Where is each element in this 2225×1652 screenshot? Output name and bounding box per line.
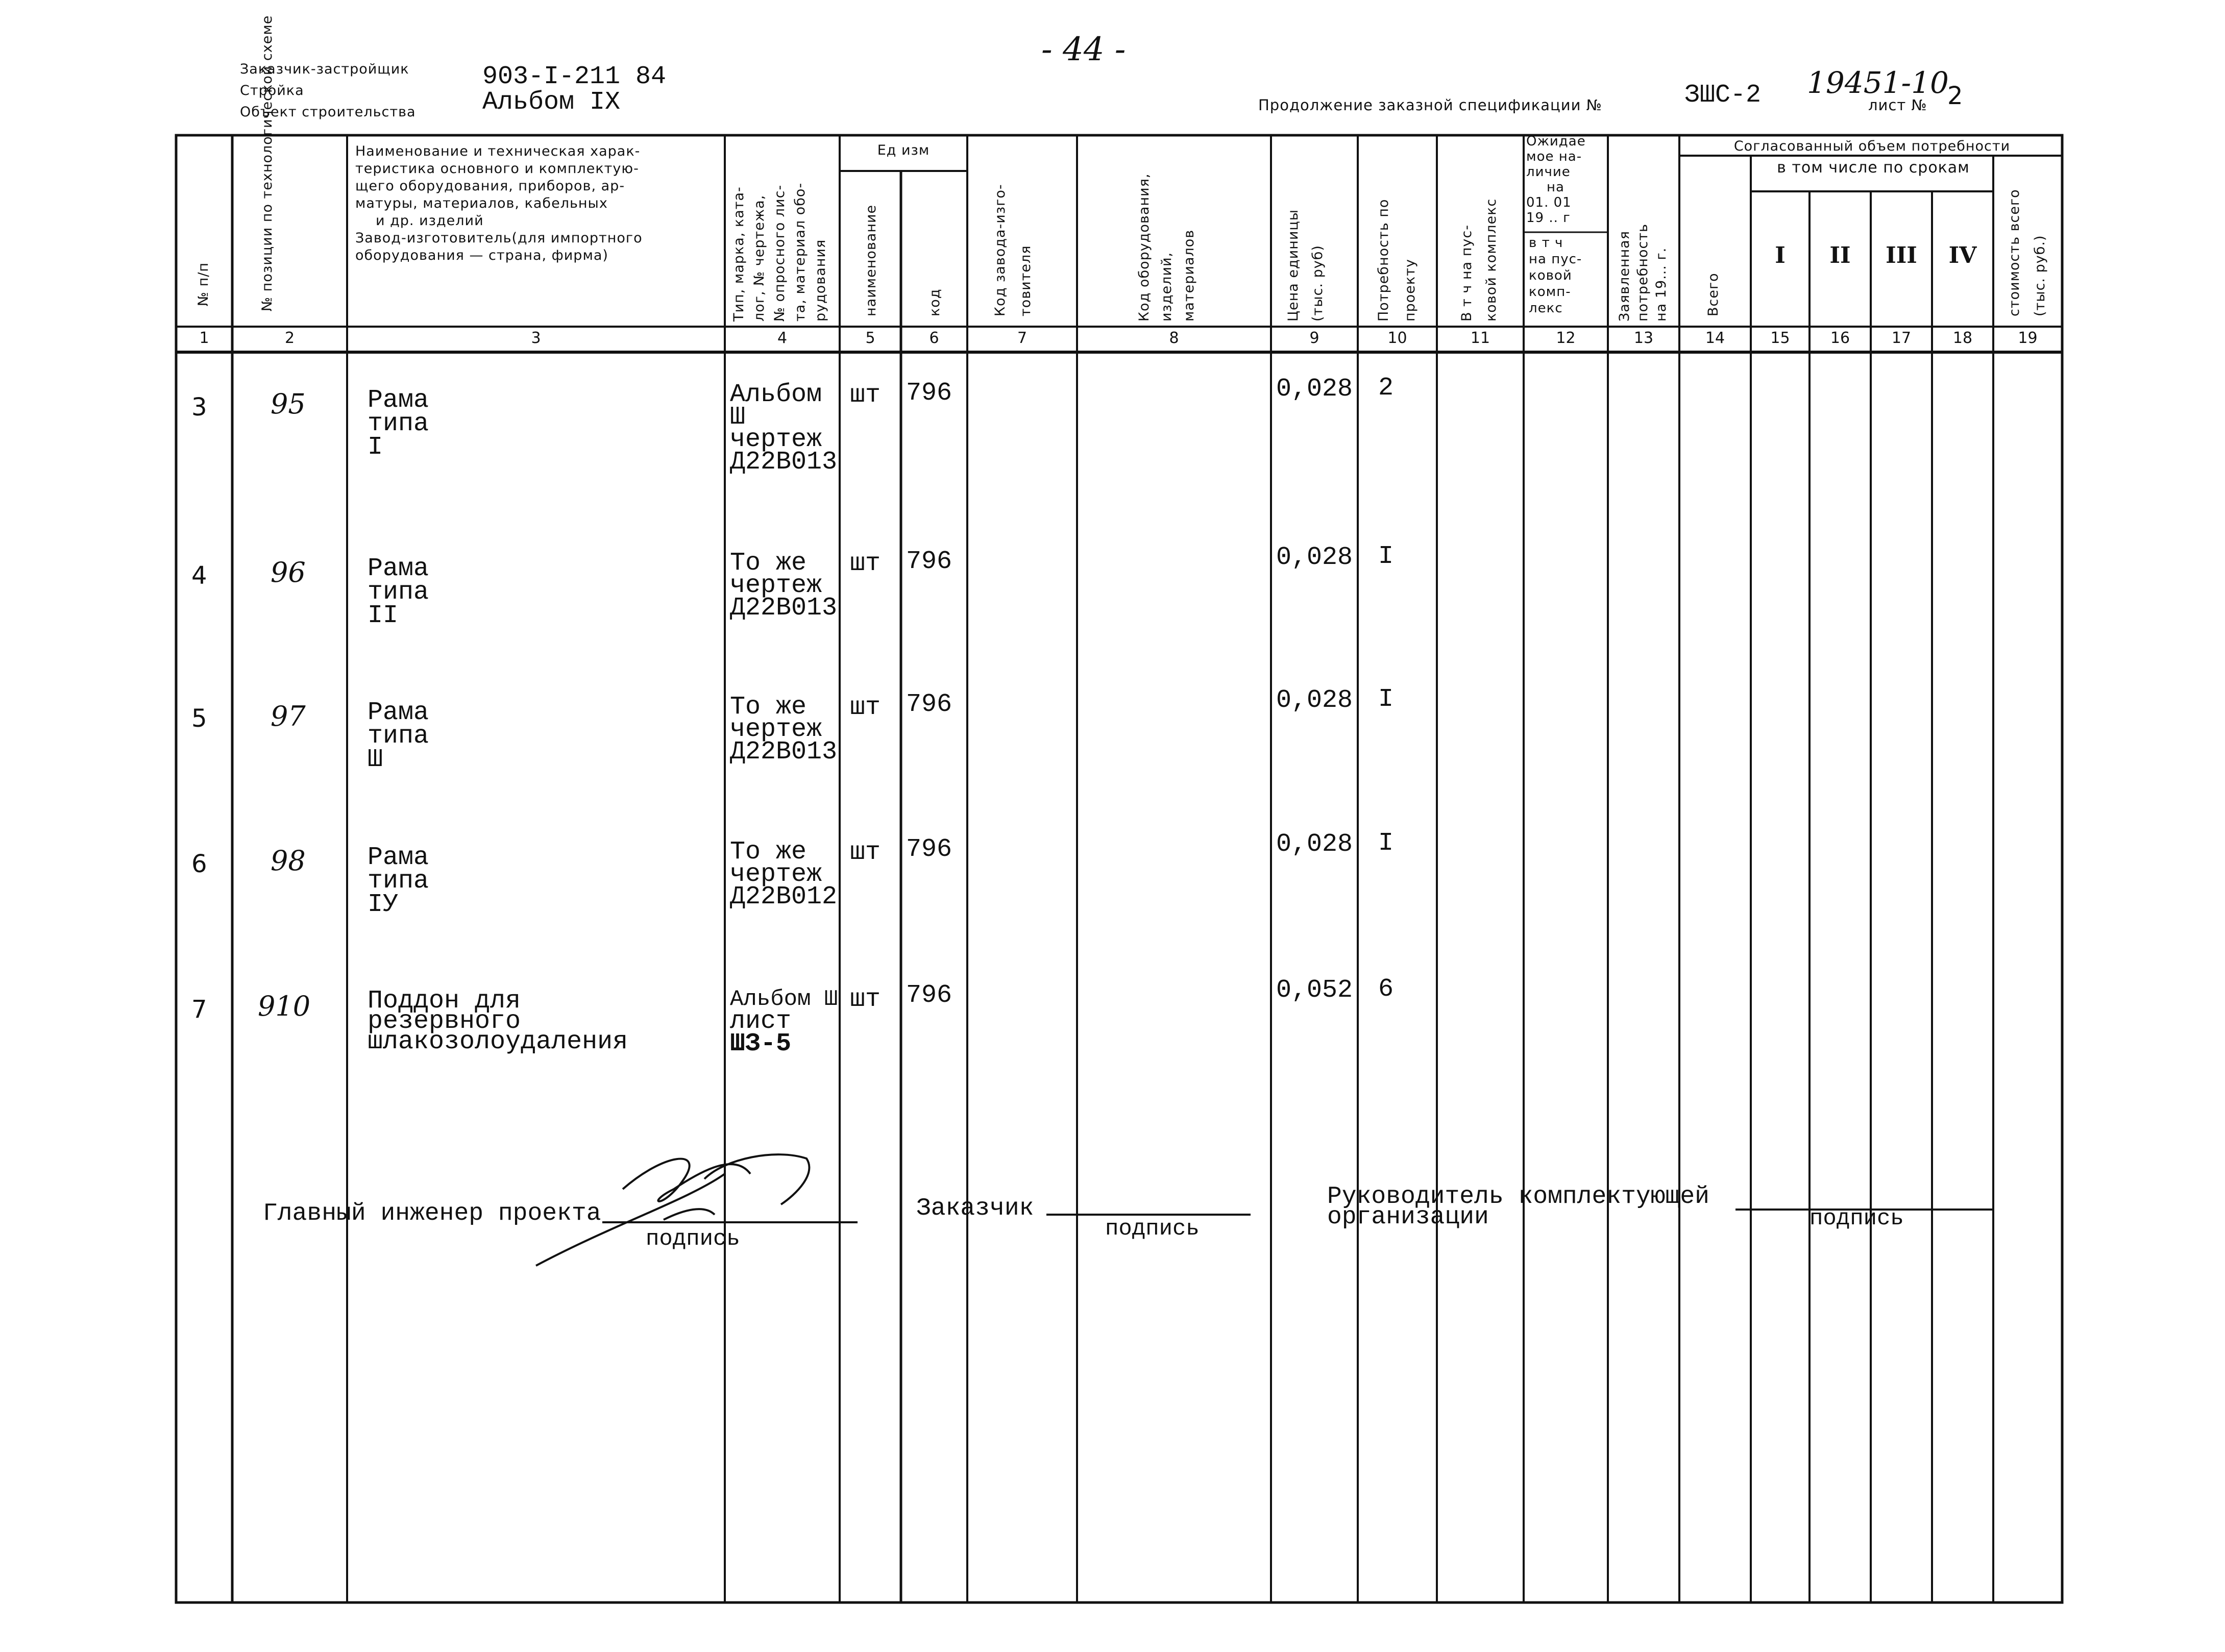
row-unit: шт: [850, 985, 881, 1014]
row-price: 0,028: [1276, 686, 1353, 715]
col12-top-header: [1526, 134, 1608, 226]
col12-bottom-line: комп-: [1529, 284, 1571, 300]
col2-header: № позиции по технологической схеме: [259, 15, 275, 311]
row-unit: шт: [850, 549, 881, 578]
colnum: 12: [1556, 329, 1576, 347]
type-line: То же: [730, 549, 807, 578]
col16-header: II: [1829, 242, 1851, 268]
colnum: 9: [1309, 329, 1319, 347]
row-name: Рама типа II: [368, 554, 429, 630]
col13-header: Заявленная потребность на 19... г.: [1617, 224, 1669, 322]
col14-header: Всего: [1705, 273, 1721, 316]
row-number: 7: [191, 995, 207, 1024]
signature-caption-2: подпись: [1105, 1216, 1200, 1242]
row-need: I: [1378, 829, 1394, 858]
colnum: 15: [1770, 329, 1790, 347]
row-number: 5: [191, 704, 207, 733]
col11-header: В т ч на пус- ковой комплекс: [1459, 198, 1499, 322]
col12-bottom-header: [1529, 235, 1605, 316]
customer-label: Заказчик: [916, 1195, 1034, 1222]
col9-header: Цена единицы (тыс. руб): [1285, 209, 1326, 322]
col3-line: матуры, материалов, кабельных: [355, 195, 608, 211]
col17-header: III: [1886, 242, 1917, 268]
colnum: 8: [1169, 329, 1179, 347]
type-line: Ш: [730, 403, 746, 432]
term-group-header: в том числе по срокам: [1777, 159, 1970, 177]
supplier-head-line: организации: [1327, 1203, 1489, 1231]
type-line: ШЗ-5: [730, 1029, 792, 1058]
col12-top-line: Ожидае: [1526, 134, 1586, 149]
row-code: 796: [906, 835, 952, 864]
colnum: 14: [1705, 329, 1725, 347]
colnum: 4: [777, 329, 788, 347]
col3-line: теристика основного и комплектую-: [355, 161, 639, 177]
row-position: 96: [271, 556, 306, 588]
name-line: шлакозолоудаления: [368, 1027, 628, 1056]
col12-top-line: мое на-: [1526, 149, 1582, 164]
row-name: [368, 987, 628, 1056]
row-type: [730, 837, 842, 911]
colnum: 11: [1470, 329, 1490, 347]
row-name: Рама типа I: [368, 386, 429, 462]
object-label: Объект строительства: [240, 104, 416, 120]
row-unit: шт: [850, 838, 881, 867]
continuation-label: Продолжение заказной спецификации №: [1258, 96, 1602, 114]
col12-bottom-line: на пус-: [1529, 252, 1582, 267]
row-need: I: [1378, 542, 1394, 571]
row-need: 6: [1378, 975, 1394, 1004]
type-line: Д22В012: [730, 882, 838, 911]
type-line: То же: [730, 837, 807, 867]
type-line: Альбом: [730, 380, 822, 409]
row-name: Рама типа Ш: [368, 698, 429, 774]
signature-caption-1: подпись: [646, 1226, 740, 1252]
col12-bottom-line: ковой: [1529, 268, 1572, 283]
supplier-head-line: Руководитель комплектующей: [1327, 1183, 1709, 1211]
colnum: 19: [2018, 329, 2038, 347]
col18-header: IV: [1948, 242, 1977, 268]
chief-engineer-label: Главный инженер проекта: [263, 1200, 601, 1227]
row-position: 97: [271, 700, 306, 732]
colnum: 3: [531, 329, 541, 347]
col12-top-line: 19 .. г: [1526, 210, 1571, 226]
type-line: Д22В013: [730, 594, 838, 623]
page-number: - 44 -: [1041, 31, 1126, 68]
spec-number: ЗШС-2: [1684, 81, 1762, 110]
col12-bottom-line: в т ч: [1529, 235, 1563, 251]
colnum: 2: [284, 329, 295, 347]
colnum: 7: [1017, 329, 1028, 347]
colnum: 16: [1830, 329, 1850, 347]
type-line: чертеж: [730, 571, 822, 600]
row-price: 0,028: [1276, 830, 1353, 859]
row-type: [730, 380, 842, 477]
col3-line: щего оборудования, приборов, ар-: [355, 178, 625, 194]
type-line: лист: [730, 1007, 792, 1036]
col3-header: [355, 143, 723, 264]
name-line: Поддон для резервного: [368, 987, 521, 1036]
col7-header: Код завода-изго- товителя: [992, 184, 1034, 316]
col5-header: наименование: [863, 204, 879, 316]
col12-top-line: личие: [1526, 164, 1571, 180]
row-code: 796: [906, 379, 952, 408]
type-line: То же: [730, 693, 807, 722]
col12-top-line: 01. 01: [1526, 195, 1572, 210]
col12-top-line: на: [1547, 180, 1564, 195]
col8-header: Код оборудования, изделий, материалов: [1136, 173, 1197, 322]
col4-header: Тип, марка, ката- лог, № чертежа, № опросного лис- та, материал обо- рудования: [731, 182, 828, 322]
signature-caption-3: подпись: [1810, 1206, 1904, 1231]
doc-number: 19451-10: [1807, 65, 1949, 100]
colnum: 10: [1387, 329, 1407, 347]
album-title: Альбом IX: [482, 88, 621, 117]
row-price: 0,028: [1276, 543, 1353, 572]
sheet-label: лист №: [1868, 96, 1927, 114]
row-position: 95: [271, 388, 306, 420]
col12-bottom-line: лекс: [1529, 301, 1563, 316]
row-name: Рама типа IУ: [368, 843, 429, 919]
sheet-number: 2: [1947, 82, 1963, 110]
colnum: 18: [1952, 329, 1973, 347]
col6-header: код: [927, 288, 943, 316]
type-line: Альбом Ш: [730, 987, 838, 1012]
row-price: 0,028: [1276, 375, 1353, 404]
row-code: 796: [906, 981, 952, 1010]
colnum: 6: [929, 329, 939, 347]
row-number: 3: [191, 393, 207, 422]
col10-header: Потребность по проекту: [1376, 199, 1418, 322]
col3-line: Наименование и техническая харак-: [355, 143, 641, 159]
row-position: 910: [258, 990, 311, 1022]
col3-line: и др. изделий: [376, 213, 484, 229]
row-type: [730, 549, 842, 623]
col1-header: № п/п: [195, 262, 211, 306]
colnum: 5: [865, 329, 875, 347]
type-line: чертеж: [730, 715, 822, 744]
row-number: 6: [191, 850, 207, 878]
colnum: 17: [1891, 329, 1912, 347]
row-type: [730, 987, 842, 1058]
supplier-head-label: [1327, 1183, 1709, 1231]
project-code: 903-I-211 84: [482, 62, 667, 91]
row-unit: шт: [850, 693, 881, 722]
row-type: [730, 693, 842, 767]
row-unit: шт: [850, 381, 881, 410]
colnum: 13: [1633, 329, 1654, 347]
type-line: чертеж: [730, 425, 822, 454]
row-code: 796: [906, 547, 952, 576]
colnum: 1: [199, 329, 209, 347]
site-label: Стройка: [240, 83, 304, 98]
row-position: 98: [271, 845, 306, 877]
type-line: Д22В013: [730, 448, 838, 477]
row-price: 0,052: [1276, 976, 1353, 1005]
row-need: I: [1378, 685, 1394, 714]
row-need: 2: [1378, 374, 1394, 403]
customer-label: Заказчик-застройщик: [240, 61, 409, 77]
col3-line: Завод-изготовитель(для импортного: [355, 230, 643, 246]
agreed-group-header: Согласованный объем потребности: [1733, 138, 2011, 154]
col19-header: стоимость всего (тыс. руб.): [2007, 189, 2048, 316]
col15-header: I: [1775, 242, 1786, 268]
unit-group-header: Ед изм: [877, 142, 930, 158]
row-code: 796: [906, 690, 952, 719]
col3-line: оборудования — страна, фирма): [355, 248, 608, 263]
type-line: чертеж: [730, 860, 822, 889]
type-line: Д22В013: [730, 737, 838, 767]
row-number: 4: [191, 561, 207, 590]
